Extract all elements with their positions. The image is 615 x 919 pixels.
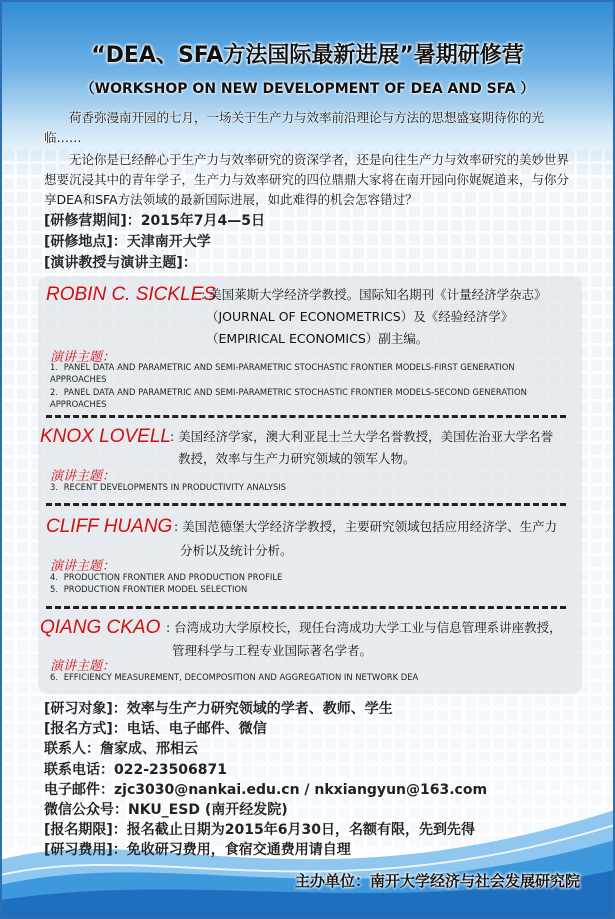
- topic-item: 2．PANEL DATA AND PARAMETRIC AND SEMI-PARAMETRIC STOCHASTIC FRONTIER MODELS-SECOND GENERATION APPROACHES: [50, 386, 527, 410]
- topic-item: 1．PANEL DATA AND PARAMETRIC AND SEMI-PARAMETRIC STOCHASTIC FRONTIER MODELS-FIRST GENERATION APPROACHES: [50, 362, 515, 385]
- speaker-name: KNOX LOVELL: [40, 426, 171, 447]
- organizer: 主办单位：南开大学经济与社会发展研究院: [295, 872, 581, 890]
- speaker-desc: : 美国莱斯大学经济学教授。国际知名期刊《计量经济学杂志》: [201, 287, 547, 302]
- speaker-desc: : 台湾成功大学原校长，现任台湾成功大学工业与信息管理系讲座教授，: [166, 620, 562, 635]
- speaker-desc: 教授，效率与生产力研究领域的领军人物。: [178, 451, 416, 466]
- info-deadline: [报名期限]：报名截止日期为2015年6月30日，名额有限，先到先得: [44, 822, 475, 839]
- topic-item: 3．RECENT DEVELOPMENTS IN PRODUCTIVITY ANALYSIS: [50, 482, 287, 492]
- speaker-name: ROBIN C. SICKLES: [46, 284, 216, 305]
- info-wechat: 微信公众号：NKU_ESD (南开经发院): [44, 802, 288, 819]
- topic-item: 5．PRODUCTION FRONTIER MODEL SELECTION: [50, 584, 248, 595]
- info-registration-method: [报名方式]：电话、电子邮件、微信: [44, 721, 267, 738]
- topic-list: [50, 571, 572, 596]
- topic-list: [50, 671, 572, 683]
- speaker-desc: （EMPIRICAL ECONOMICS）副主编。: [206, 331, 429, 346]
- intro-text: [44, 108, 574, 210]
- workshop-info: [44, 211, 265, 274]
- speaker-desc: : 美国经济学家，澳大利亚昆士兰大学名誉教授，美国佐治亚大学名誉: [170, 429, 554, 444]
- topic-item: 6．EFFICIENCY MEASUREMENT, DECOMPOSITION AND AGGREGATION IN NETWORK DEA: [50, 672, 419, 682]
- topic-heading: 演讲主题：: [50, 350, 116, 365]
- speaker-name: CLIFF HUANG: [46, 516, 173, 537]
- topic-item: 4．PRODUCTION FRONTIER AND PRODUCTION PROFILE: [50, 572, 283, 582]
- speaker-desc: 管理科学与工程专业国际著名学者。: [172, 643, 373, 658]
- info-speakers-heading: [演讲教授与演讲主题]：: [44, 255, 197, 271]
- poster-subtitle: （WORKSHOP ON NEW DEVELOPMENT OF DEA AND SFA ）: [80, 81, 535, 97]
- info-dates: [研修营期间]：2015年7月4—5日: [44, 213, 265, 229]
- topic-heading: 演讲主题：: [50, 659, 116, 674]
- intro-paragraph: 无论你是已经醉心于生产力与效率研究的资深学者，还是向往生产力与效率研究的美妙世界想要沉浸其中的青年学子，生产力与效率研究的四位鼎鼎大家将在南开园向你娓娓道来，与你分享DEA和SFA方法领域的最新国际进展，如此难得的机会怎容错过？: [44, 152, 570, 207]
- info-contact-person: 联系人：詹家成、邢相云: [44, 741, 198, 758]
- topic-list: [50, 481, 572, 493]
- speaker-desc: 分析以及统计分析。: [180, 543, 293, 558]
- topic-heading: 演讲主题：: [50, 469, 116, 484]
- info-phone: 联系电话：022-23506871: [44, 761, 227, 778]
- intro-paragraph: 荷香弥漫南开园的七月，一场关于生产力与效率前沿理论与方法的思想盛宴期待你的光临……: [44, 110, 545, 145]
- divider: [46, 503, 566, 506]
- speaker-desc: : 美国范德堡大学经济学教授，主要研究领域包括应用经济学、生产力: [174, 519, 558, 534]
- registration-info: [44, 699, 487, 861]
- speaker-name: QIANG CKAO: [40, 617, 161, 638]
- info-location: [研修地点]：天津南开大学: [44, 234, 211, 250]
- info-email: 电子邮件：zjc3030@nankai.edu.cn / nkxiangyun@163.com: [44, 781, 488, 798]
- info-audience: [研习对象]：效率与生产力研究领域的学者、教师、学生: [44, 701, 393, 717]
- divider: [46, 415, 566, 418]
- poster-title: “DEA、SFA方法国际最新进展”暑期研修营: [91, 43, 524, 68]
- topic-heading: 演讲主题：: [50, 559, 116, 574]
- divider: [46, 606, 566, 609]
- speaker-desc: （JOURNAL OF ECONOMETRICS）及《经验经济学》: [206, 309, 514, 324]
- info-fees: [研习费用]：免收研习费用，食宿交通费用请自理: [44, 842, 351, 859]
- topic-list: [50, 361, 572, 411]
